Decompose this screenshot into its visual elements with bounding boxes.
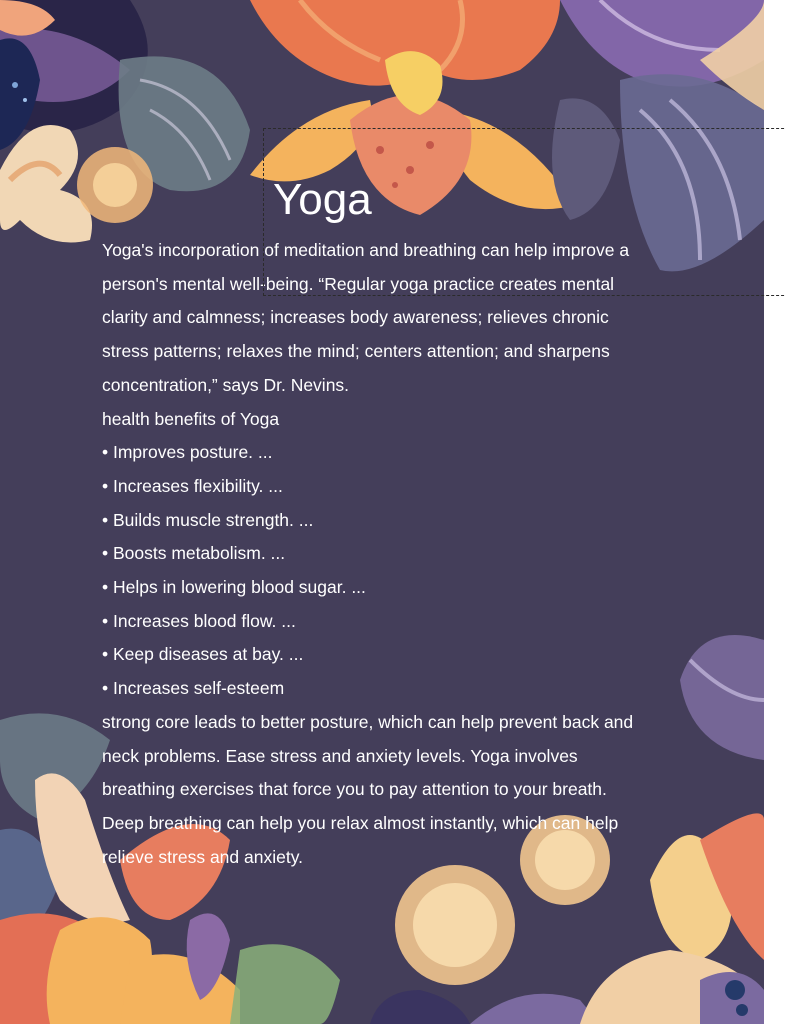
body-line: person's mental well-being. “Regular yoga practice creates mental [102,273,615,294]
body-line: clarity and calmness; increases body awareness; relieves chronic [102,307,609,328]
body-line: Deep breathing can help you relax almost instantly, which can help [102,812,619,833]
list-item: • Helps in lowering blood sugar. ... [102,577,366,598]
list-item: • Increases flexibility. ... [102,475,283,496]
list-item: • Increases self-esteem [102,678,285,699]
body-line: stress patterns; relaxes the mind; centers attention; and sharpens [102,341,610,362]
body-line: neck problems. Ease stress and anxiety levels. Yoga involves [102,745,578,766]
document-body[interactable] [102,234,692,874]
selection-box[interactable] [263,128,785,296]
section-heading: health benefits of Yoga [102,408,280,429]
body-line: concentration,” says Dr. Nevins. [102,374,350,395]
list-item: • Boosts metabolism. ... [102,543,286,564]
document-title[interactable]: Yoga [273,175,372,224]
body-line: breathing exercises that force you to pay attention to your breath. [102,779,607,800]
body-line: Yoga's incorporation of meditation and breathing can help improve a [102,240,630,260]
body-line: strong core leads to better posture, which can help prevent back and [102,711,634,732]
body-line: relieve stress and anxiety. [102,846,304,867]
list-item: • Improves posture. ... [102,442,273,463]
list-item: • Increases blood flow. ... [102,610,296,631]
list-item: • Keep diseases at bay. ... [102,644,304,665]
list-item: • Builds muscle strength. ... [102,509,314,530]
